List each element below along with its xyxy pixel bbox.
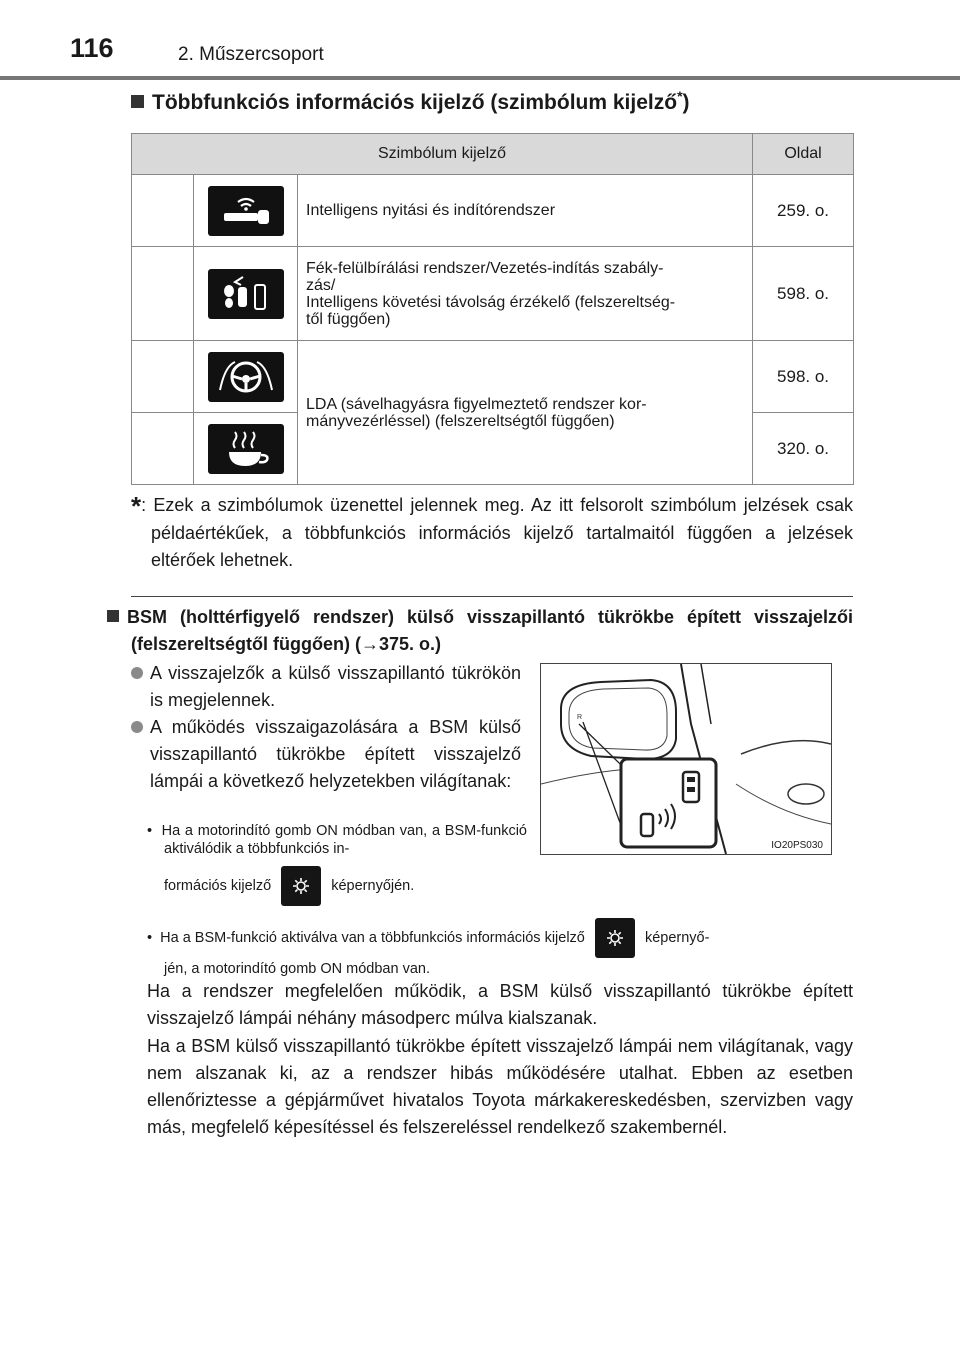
table-row [132, 175, 854, 247]
symbol-table [131, 133, 854, 485]
col-page-header: Oldal [753, 134, 854, 175]
bsm-title: BSM (holttérfigyelő rendszer) külső visszapillantó tükrökbe épített visszajelzői (felszereltségtől függően) (→375. o.) [107, 604, 853, 658]
footnote: *: Ezek a szimbólumok üzenettel jelennek meg. Az itt felsorolt szimbólum jelzések csak példaértékűek, a többfunkciós információs kijelző tartalmaitól függően a jelzések eltérőek lehetnek. [131, 491, 853, 570]
col-symbol-header: Szimbólum kijelző [132, 134, 753, 175]
sub-item: • Ha a motorindító gomb ON módban van, a BSM-funkció aktiválódik a többfunkciós in- formációs kijelző képernyőjén. [147, 822, 527, 906]
bullet-dot-icon [131, 667, 143, 679]
steering-wheel-icon [208, 352, 284, 402]
settings-gear-icon [281, 866, 321, 906]
mirror-illustration [540, 663, 832, 855]
side-mirror-drawing [541, 664, 831, 854]
settings-gear-icon [595, 918, 635, 958]
page-number: 116 [70, 33, 114, 63]
header-rule [0, 76, 960, 80]
row-page: 320. o. [753, 413, 854, 485]
figure-label: IO20PS030 [771, 840, 823, 851]
section-title: Többfunkciós információs kijelző (szimbólum kijelző*) [131, 88, 690, 115]
bullet-item: A működés visszaigazolására a BSM külső visszapillantó tükrökbe épített visszajelző lámpái a következő helyzetekben világítanak: [131, 714, 521, 795]
body-paragraph: Ha a BSM külső visszapillantó tükrökbe épített visszajelző lámpái nem világítanak, vagy nem alszanak ki, az a rendszer hibás működésére utalhat. Ebben az esetben ellenőriztesse a gépjárművet hivatalos Toyota márkakereskedésben, szervizben vagy más, megfelelő képesítéssel és felszereléssel rendelkező szakembernél. [147, 1036, 853, 1137]
smart-key-icon [208, 186, 284, 236]
row-desc: Fék-felülbírálási rendszer/Vezetés-indítás szabály- zás/ Intelligens követési távolság érzékelő (felszereltség- től függően) [298, 247, 753, 341]
row-page: 598. o. [753, 341, 854, 413]
section-square-icon [131, 95, 144, 108]
brake-override-icon [208, 269, 284, 319]
bullet-dot-icon [131, 721, 143, 733]
row-desc: Intelligens nyitási és indítórendszer [298, 175, 753, 247]
row-page: 598. o. [753, 247, 854, 341]
body-paragraph: Ha a rendszer megfelelően működik, a BSM külső visszapillantó tükrökbe épített visszajelző lámpái néhány másodperc múlva kialszanak. [147, 981, 853, 1028]
bullet-item: A visszajelzők a külső visszapillantó tükrökön is megjelennek. [131, 660, 521, 714]
table-row [132, 341, 854, 413]
chapter-title: 2. Műszercsoport [178, 44, 324, 65]
section-divider [131, 596, 853, 597]
row-page: 259. o. [753, 175, 854, 247]
table-row [132, 247, 854, 341]
row-desc: LDA (sávelhagyásra figyelmeztető rendszer kor- mányvezérléssel) (felszereltségtől függően) [298, 341, 753, 485]
sub-item: • Ha a BSM-funkció aktiválva van a többfunkciós információs kijelző képernyő- jén, a motorindító gomb ON módban van. [147, 918, 853, 978]
svg-text:R: R [577, 714, 583, 721]
section-square-icon [107, 610, 119, 622]
coffee-cup-icon [208, 424, 284, 474]
